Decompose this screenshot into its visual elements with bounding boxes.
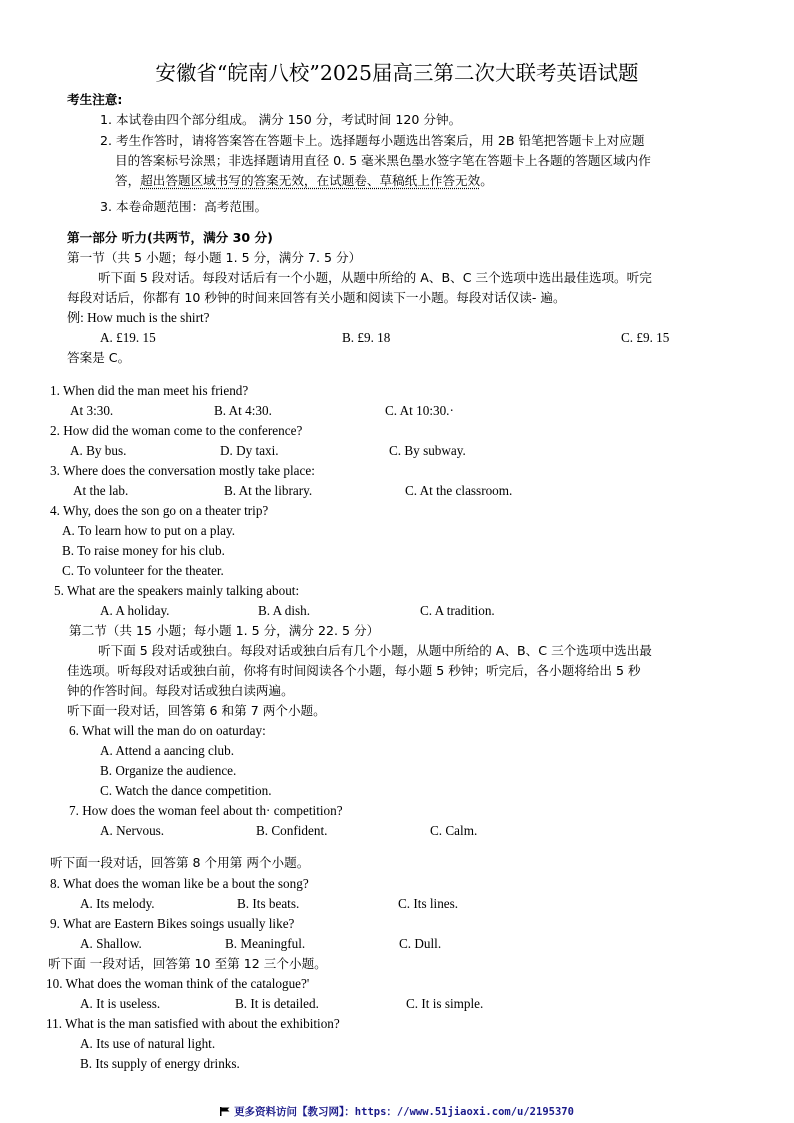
section1-heading: 第一节（共 5 小题；每小题 1. 5 分，满分 7. 5 分） bbox=[67, 250, 362, 265]
notice-item-2-line-1: 2. 考生作答时，请将答案答在答题卡上。选择题每小题选出答案后，用 2B 铅笔把答题卡上对应题 bbox=[100, 133, 645, 148]
notice-item-2-emphasis: 超出答题区域书写的答案无效，在试题卷、草稿纸上作答无效 bbox=[140, 173, 481, 188]
question-9-option-b: B. Meaningful. bbox=[225, 936, 306, 951]
example-option-c: C. £9. 15 bbox=[621, 330, 670, 345]
lead-questions-10-12: 听下面 一段对话，回答第 10 至第 12 三个小题。 bbox=[48, 956, 327, 971]
example-option-a: A. £19. 15 bbox=[100, 330, 156, 345]
notice-item-2-line-3 bbox=[115, 172, 493, 190]
question-7-option-b: B. Confident. bbox=[256, 823, 328, 838]
question-9: 9. What are Eastern Bikes soings usually like? bbox=[50, 916, 295, 931]
question-4-option-b: B. To raise money for his club. bbox=[62, 543, 225, 558]
question-3-option-a: At the lab. bbox=[73, 483, 129, 498]
page-title: 安徽省“皖南八校”2025届高三第二次大联考英语试题 bbox=[155, 61, 639, 85]
question-11-option-a: A. Its use of natural light. bbox=[80, 1036, 216, 1051]
question-8-option-c: C. Its lines. bbox=[398, 896, 459, 911]
question-1-option-c: C. At 10:30.· bbox=[385, 403, 454, 418]
flag-icon bbox=[220, 1107, 230, 1116]
question-2-option-c: C. By subway. bbox=[389, 443, 466, 458]
question-6-option-b: B. Organize the audience. bbox=[100, 763, 237, 778]
question-3-option-b: B. At the library. bbox=[224, 483, 313, 498]
section1-instruction-line-1: 听下面 5 段对话。每段对话后有一个小题，从题中所给的 A、B、C 三个选项中选出最佳选项。听完 bbox=[98, 270, 652, 285]
question-2-option-a: A. By bus. bbox=[70, 443, 127, 458]
notice-item-2-line-3-start: 答， bbox=[115, 173, 141, 188]
section2-instruction-line-1: 听下面 5 段对话或独白。每段对话或独白后有几个小题，从题中所给的 A、B、C 三个选项中选出最 bbox=[98, 643, 652, 658]
question-9-option-c: C. Dull. bbox=[399, 936, 442, 951]
question-8-option-b: B. Its beats. bbox=[237, 896, 300, 911]
question-2: 2. How did the woman come to the conference? bbox=[50, 423, 303, 438]
example-option-b: B. £9. 18 bbox=[342, 330, 391, 345]
section2-instruction-line-2: 佳选项。听每段对话或独白前，你将有时间阅读各个小题，每小题 5 秒钟；听完后，各小题将给出 5 秒 bbox=[67, 663, 641, 678]
part1-heading: 第一部分 听力(共两节，满分 30 分) bbox=[67, 230, 273, 245]
question-3: 3. Where does the conversation mostly take place: bbox=[50, 463, 315, 478]
footer-text[interactable]: 更多资料访问【教习网】：https：//www.51jiaoxi.com/u/2195370 bbox=[234, 1106, 574, 1118]
question-5: 5. What are the speakers mainly talking about: bbox=[54, 583, 300, 598]
question-8: 8. What does the woman like be a bout the song? bbox=[50, 876, 309, 891]
question-5-option-b: B. A dish. bbox=[258, 603, 311, 618]
question-10-option-a: A. It is useless. bbox=[80, 996, 161, 1011]
question-3-option-c: C. At the classroom. bbox=[405, 483, 513, 498]
question-7-option-a: A. Nervous. bbox=[100, 823, 165, 838]
question-8-option-a: A. Its melody. bbox=[80, 896, 155, 911]
section1-instruction-line-2: 每段对话后，你都有 10 秒钟的时间来回答有关小题和阅读下一小题。每段对话仅读- 遍。 bbox=[67, 290, 566, 305]
section2-instruction-line-3: 钟的作答时间。每段对话或独白读两遍。 bbox=[67, 683, 294, 698]
question-2-option-b: D. Dy taxi. bbox=[220, 443, 279, 458]
question-6-option-a: A. Attend a aancing club. bbox=[100, 743, 235, 758]
notice-heading: 考生注意: bbox=[67, 92, 123, 107]
question-5-option-a: A. A holiday. bbox=[100, 603, 170, 618]
question-5-option-c: C. A tradition. bbox=[420, 603, 495, 618]
question-10-option-b: B. It is detailed. bbox=[235, 996, 319, 1011]
question-7-option-c: C. Calm. bbox=[430, 823, 478, 838]
question-7: 7. How does the woman feel about th· competition? bbox=[69, 803, 343, 818]
footer-link[interactable] bbox=[0, 1104, 794, 1119]
question-11: 11. What is the man satisfied with about the exhibition? bbox=[46, 1016, 340, 1031]
question-10-option-c: C. It is simple. bbox=[406, 996, 484, 1011]
notice-item-3: 3. 本卷命题范围：高考范围。 bbox=[100, 199, 268, 214]
example-answer: 答案是 C。 bbox=[67, 350, 131, 365]
question-4-option-c: C. To volunteer for the theater. bbox=[62, 563, 224, 578]
section2-heading: 第二节（共 15 小题；每小题 1. 5 分，满分 22. 5 分） bbox=[69, 623, 380, 638]
question-9-option-a: A. Shallow. bbox=[80, 936, 142, 951]
lead-questions-8-9: 听下面一段对话，回答第 8 个用第 两个小题。 bbox=[50, 855, 310, 870]
question-11-option-b: B. Its supply of energy drinks. bbox=[80, 1056, 240, 1071]
question-4: 4. Why, does the son go on a theater trip? bbox=[50, 503, 269, 518]
notice-item-1: 1. 本试卷由四个部分组成。 满分 150 分，考试时间 120 分钟。 bbox=[100, 112, 462, 127]
example-question: 例: How much is the shirt? bbox=[67, 310, 210, 325]
question-1-option-b: B. At 4:30. bbox=[214, 403, 272, 418]
question-6-option-c: C. Watch the dance competition. bbox=[100, 783, 272, 798]
question-1: 1. When did the man meet his friend? bbox=[50, 383, 249, 398]
notice-item-2-line-2: 目的答案标号涂黑；非选择题请用直径 0. 5 毫米黑色墨水签字笔在答题卡上各题的答题区域内作 bbox=[115, 153, 651, 168]
notice-item-2-line-3-end: 。 bbox=[480, 173, 493, 188]
question-4-option-a: A. To learn how to put on a play. bbox=[62, 523, 236, 538]
question-6: 6. What will the man do on oaturday: bbox=[69, 723, 266, 738]
question-1-option-a: At 3:30. bbox=[70, 403, 114, 418]
question-10: 10. What does the woman think of the catalogue?' bbox=[46, 976, 310, 991]
lead-questions-6-7: 听下面一段对话，回答第 6 和第 7 两个小题。 bbox=[67, 703, 326, 718]
